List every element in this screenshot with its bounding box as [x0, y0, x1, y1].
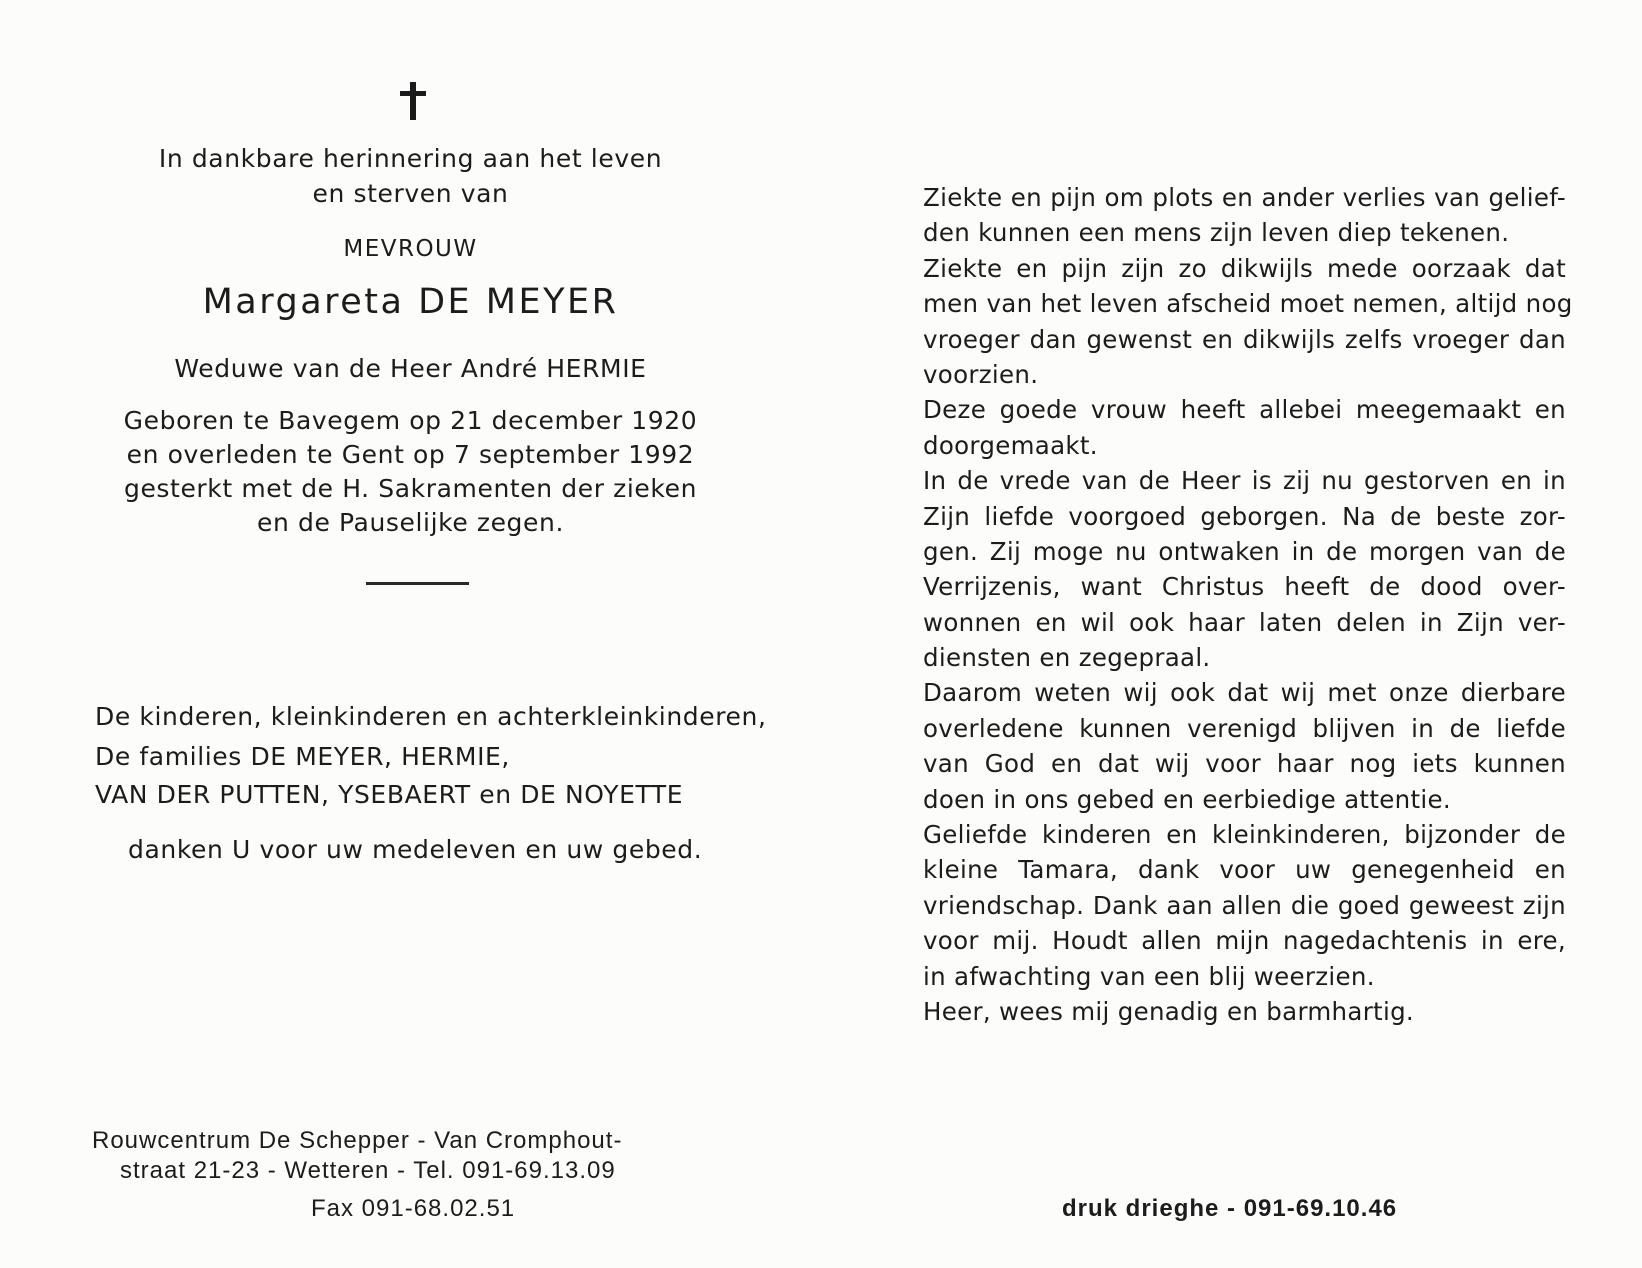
- prayer-text: [923, 180, 1573, 1029]
- prayer-line: Ziekte en pijn zijn zo dikwijls mede oorzaak dat: [923, 253, 1566, 283]
- intro-line-2: en sterven van: [312, 179, 509, 208]
- prayer-line: Daarom weten wij ook dat wij met onze dierbare: [923, 678, 1566, 708]
- prayer-line: vroeger dan gewenst en dikwijls zelfs vroeger dan: [923, 324, 1566, 354]
- family-line-3: VAN DER PUTTEN, YSEBAERT en DE NOYETTE: [95, 780, 684, 809]
- prayer-line: Verrijzenis, want Christus heeft de dood over-: [923, 572, 1566, 602]
- deceased-name: Margareta DE MEYER: [202, 282, 619, 322]
- prayer-line: vriendschap. Dank aan allen die goed geweest zijn: [923, 890, 1566, 920]
- prayer-line: Ziekte en pijn om plots en ander verlies van gelief-: [923, 183, 1566, 212]
- sacraments-line: gesterkt met de H. Sakramenten der zieken: [123, 474, 698, 503]
- prayer-line: Deze goede vrouw heeft allebei meegemaakt en: [923, 395, 1566, 425]
- birth-line: Geboren te Bavegem op 21 december 1920: [123, 406, 698, 435]
- prayer-line: voorzien.: [923, 359, 1039, 389]
- prayer-line: voor mij. Houdt allen mijn nagedachtenis in ere,: [923, 926, 1566, 956]
- prayer-line: den kunnen een mens zijn leven diep tekenen.: [923, 218, 1510, 248]
- blessing-line: en de Pauselijke zegen.: [257, 508, 564, 537]
- prayer-line: Heer, wees mij genadig en barmhartig.: [923, 996, 1415, 1026]
- death-line: en overleden te Gent op 7 september 1992: [126, 440, 695, 469]
- divider-rule: [366, 582, 469, 585]
- spouse-line: Weduwe van de Heer André HERMIE: [174, 354, 647, 383]
- title-mevrouw: MEVROUW: [343, 236, 478, 262]
- prayer-line: overledene kunnen verenigd blijven in de liefde: [923, 713, 1566, 743]
- prayer-line: wonnen en wil ook haar laten delen in Zijn ver-: [923, 607, 1566, 637]
- intro-line-1: In dankbare herinnering aan het leven: [158, 144, 663, 173]
- prayer-line: in afwachting van een blij weerzien.: [923, 961, 1375, 991]
- prayer-line: kleine Tamara, dank voor uw genegenheid en: [923, 855, 1566, 885]
- cross-icon: [400, 82, 426, 120]
- family-line-1: De kinderen, kleinkinderen en achterkleinkinderen,: [95, 702, 767, 731]
- funeral-home-fax: Fax 091-68.02.51: [311, 1195, 516, 1222]
- prayer-line: doorgemaakt.: [923, 430, 1098, 460]
- prayer-line: men van het leven afscheid moet nemen, altijd nog: [923, 289, 1573, 319]
- prayer-line: gen. Zij moge nu ontwaken in de morgen van de: [923, 536, 1566, 566]
- funeral-home-line-1: Rouwcentrum De Schepper - Van Cromphout-: [92, 1127, 623, 1154]
- family-line-2: De families DE MEYER, HERMIE,: [95, 742, 510, 771]
- prayer-line: diensten en zegepraal.: [923, 643, 1211, 673]
- prayer-line: van God en dat wij voor haar nog iets kunnen: [923, 749, 1566, 779]
- thanks-line: danken U voor uw medeleven en uw gebed.: [128, 835, 703, 864]
- printer-credit: druk drieghe - 091-69.10.46: [1062, 1195, 1398, 1222]
- funeral-home-line-2: straat 21-23 - Wetteren - Tel. 091-69.13.09: [120, 1157, 616, 1184]
- prayer-line: In de vrede van de Heer is zij nu gestorven en in: [923, 466, 1566, 496]
- prayer-line: doen in ons gebed en eerbiedige attentie.: [923, 784, 1451, 814]
- prayer-line: Geliefde kinderen en kleinkinderen, bijzonder de: [923, 820, 1566, 850]
- prayer-line: Zijn liefde voorgoed geborgen. Na de beste zor-: [923, 501, 1566, 531]
